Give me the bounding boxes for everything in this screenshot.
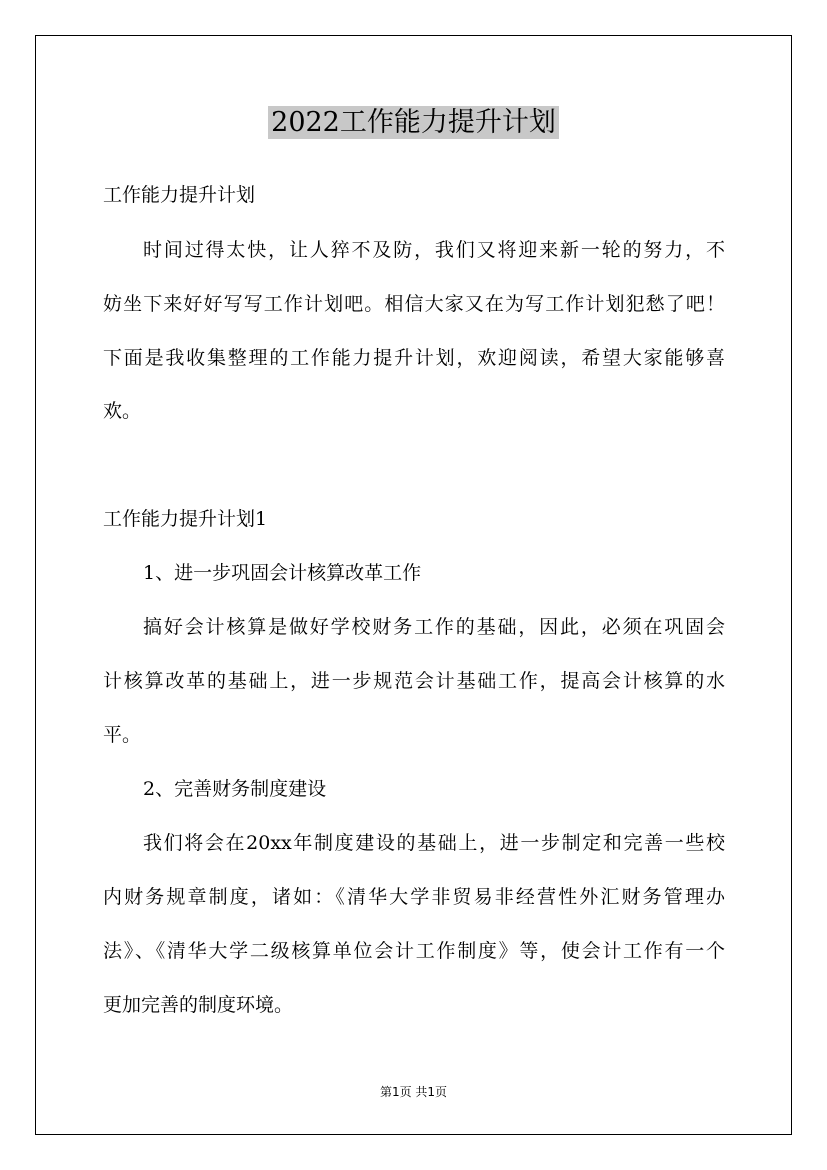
page-footer: 第1页 共1页 [379, 1085, 448, 1099]
paragraph-line: 平。 [103, 724, 142, 746]
paragraph-line: 时间过得太快，让人猝不及防，我们又将迎来新一轮的努力，不 [143, 239, 725, 261]
paragraph-line: 我们将会在20xx年制度建设的基础上，进一步制定和完善一些校 [143, 832, 725, 854]
paragraph-line: 下面是我收集整理的工作能力提升计划，欢迎阅读，希望大家能够喜 [103, 347, 725, 369]
subsection-heading: 1、进一步巩固会计核算改革工作 [143, 562, 422, 584]
paragraph-line: 法》、《清华大学二级核算单位会计工作制度》等，使会计工作有一个 [103, 940, 725, 962]
paragraph-line: 内财务规章制度，诸如：《清华大学非贸易非经营性外汇财务管理办 [103, 886, 725, 908]
heading-intro: 工作能力提升计划 [103, 184, 256, 206]
document-title-wrap [0, 100, 827, 139]
paragraph-line: 欢。 [103, 400, 142, 422]
paragraph-line: 更加完善的制度环境。 [103, 994, 294, 1016]
paragraph-line: 搞好会计核算是做好学校财务工作的基础，因此，必须在巩固会 [143, 616, 725, 638]
section-heading: 工作能力提升计划1 [103, 508, 268, 530]
document-title: 2022工作能力提升计划 [268, 106, 559, 139]
subsection-heading: 2、完善财务制度建设 [143, 778, 327, 800]
paragraph-line: 妨坐下来好好写写工作计划吧。相信大家又在为写工作计划犯愁了吧！ [103, 293, 725, 315]
paragraph-line: 计核算改革的基础上，进一步规范会计基础工作，提高会计核算的水 [103, 670, 725, 692]
